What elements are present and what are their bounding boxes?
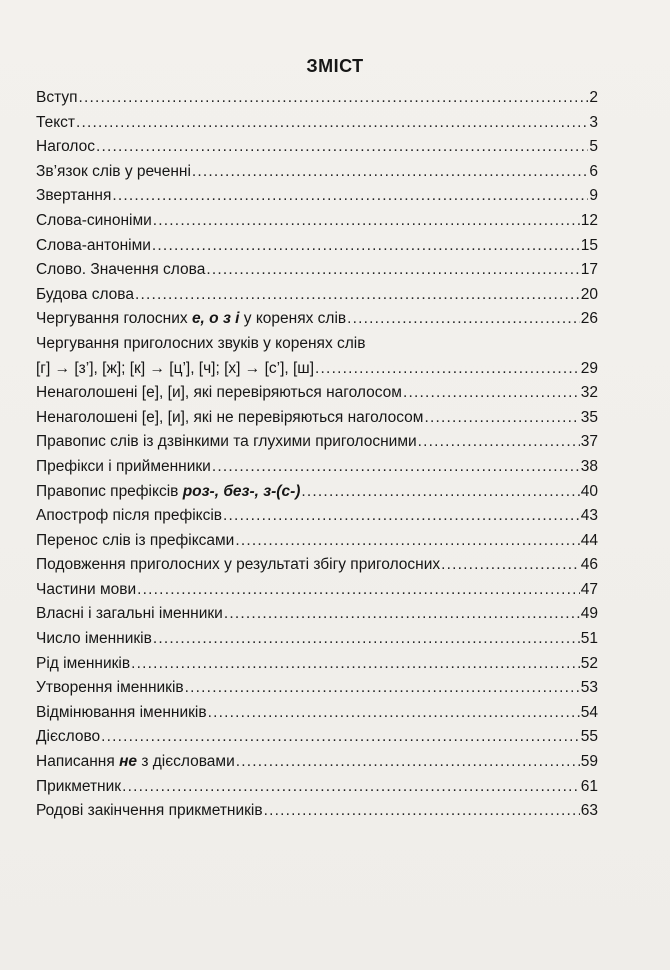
toc-entry[interactable] <box>36 406 598 431</box>
toc-entry-title <box>36 160 191 185</box>
toc-entry-title-text: Власні і загальні іменники <box>36 605 223 623</box>
toc-page-number: 52 <box>580 654 598 672</box>
dot-leader <box>315 357 580 382</box>
toc-entry[interactable] <box>36 799 598 824</box>
toc-page-number: 5 <box>589 138 598 156</box>
toc-entry-title-text: Текст <box>36 113 76 131</box>
dot-leader <box>185 676 580 701</box>
toc-entry-title-text: Наголос <box>36 138 95 156</box>
toc-entry[interactable] <box>36 209 598 234</box>
toc-entry-title-text: Зв’язок слів у реченні <box>36 162 191 180</box>
toc-entry-title-text: Відмінювання іменників <box>36 703 207 721</box>
dot-leader <box>135 283 580 308</box>
toc-entry-title <box>36 775 121 800</box>
dot-leader <box>112 184 588 209</box>
toc-entry-emphasis: роз-, без-, з-(с-) <box>182 482 301 500</box>
toc-page-number: 15 <box>580 236 598 254</box>
toc-page-number: 17 <box>580 261 598 279</box>
toc-page-number: 9 <box>589 187 598 205</box>
toc-entry[interactable] <box>36 258 598 283</box>
toc-entry-title-line2 <box>36 357 598 382</box>
dot-leader <box>418 430 580 455</box>
toc-page-number: 3 <box>589 113 598 131</box>
dot-leader <box>235 529 579 554</box>
toc-entry-title-text: Ненаголошені [е], [и], які перевіряються наголосом <box>36 384 402 402</box>
toc-entry-title <box>36 307 346 332</box>
dot-leader <box>96 135 588 160</box>
toc-entry-title-suffix: у коренях слів <box>239 310 347 328</box>
toc-entry-title <box>36 135 95 160</box>
dot-leader <box>152 234 580 259</box>
toc-entry-title <box>36 799 263 824</box>
toc-page-number: 40 <box>580 482 598 500</box>
toc-entry[interactable] <box>36 381 598 406</box>
dot-leader <box>122 775 580 800</box>
toc-page-number: 20 <box>580 285 598 303</box>
toc-page-number: 37 <box>580 433 598 451</box>
toc-entry-title <box>36 553 440 578</box>
dot-leader <box>212 455 580 480</box>
toc-entry[interactable] <box>36 627 598 652</box>
dot-leader <box>441 553 580 578</box>
dot-leader <box>264 799 580 824</box>
toc-page-number: 2 <box>589 89 598 106</box>
toc-page-number: 26 <box>580 310 598 328</box>
toc-page-number: 51 <box>580 630 598 648</box>
dot-leader <box>208 701 580 726</box>
toc-entry[interactable] <box>36 455 598 480</box>
toc-page-number: 32 <box>580 384 598 402</box>
toc-entry-title-suffix: з дієсловами <box>137 753 235 771</box>
toc-entry-title-text: Чергування голосних <box>36 310 192 328</box>
toc-entry-title <box>36 602 223 627</box>
toc-entry-title-text: Слова-синоніми <box>36 211 152 229</box>
toc-entry-title <box>36 455 211 480</box>
toc-page-number: 46 <box>580 556 598 574</box>
toc-entry[interactable] <box>36 553 598 578</box>
dot-leader <box>131 652 580 677</box>
toc-entry[interactable] <box>36 775 598 800</box>
dot-leader <box>137 578 580 603</box>
toc-entry-title-text: Слова-антоніми <box>36 236 151 254</box>
toc-entry-title-continuation: [г] → [з’], [ж]; [к] → [ц’], [ч]; [х] → [с’], [ш] <box>36 359 315 377</box>
toc-entry[interactable] <box>36 701 598 726</box>
toc-entry-title-text: Префікси і прийменники <box>36 457 211 475</box>
toc-page-number: 43 <box>580 507 598 525</box>
toc-entry[interactable] <box>36 160 598 185</box>
toc-entry-title-text: Рід іменників <box>36 654 131 672</box>
toc-page-number: 38 <box>580 457 598 475</box>
toc-entry-title <box>36 578 136 603</box>
dot-leader <box>153 627 580 652</box>
toc-entry-emphasis: не <box>119 753 138 771</box>
toc-entry-title-text: Будова слова <box>36 285 134 303</box>
toc-page-number: 54 <box>580 703 598 721</box>
dot-leader <box>79 86 589 111</box>
toc-entry-title <box>36 701 207 726</box>
toc-page-number: 53 <box>580 679 598 697</box>
dot-leader <box>206 258 579 283</box>
table-of-contents <box>36 86 598 824</box>
toc-entry-title <box>36 676 184 701</box>
dot-leader <box>101 725 580 750</box>
toc-entry[interactable] <box>36 430 598 455</box>
toc-entry-title-text: Родові закінчення прикметників <box>36 802 263 820</box>
toc-entry[interactable] <box>36 111 598 136</box>
toc-entry[interactable] <box>36 135 598 160</box>
dot-leader <box>347 307 580 332</box>
toc-page-number: 63 <box>580 802 598 820</box>
toc-entry-title <box>36 258 205 283</box>
toc-entry-title <box>36 430 417 455</box>
toc-entry-title-text: Апостроф після префіксів <box>36 507 223 525</box>
toc-entry[interactable] <box>36 234 598 259</box>
toc-entry-title-text: Правопис префіксів <box>36 482 183 500</box>
toc-entry[interactable] <box>36 578 598 603</box>
toc-entry-title <box>36 480 300 505</box>
toc-entry[interactable] <box>36 602 598 627</box>
toc-entry-title <box>36 652 130 677</box>
toc-entry[interactable] <box>36 86 598 111</box>
toc-entry-title-text: Звертання <box>36 187 112 205</box>
toc-entry[interactable] <box>36 283 598 308</box>
toc-entry-title-text: Частини мови <box>36 580 137 598</box>
toc-entry-title <box>36 111 75 136</box>
dot-leader <box>192 160 588 185</box>
dot-leader <box>153 209 580 234</box>
toc-page-number: 12 <box>580 211 598 229</box>
dot-leader <box>424 406 579 431</box>
toc-entry-title <box>36 209 152 234</box>
toc-entry-title <box>36 406 423 431</box>
toc-entry[interactable] <box>36 725 598 750</box>
toc-entry-title-text: Ненаголошені [е], [и], які не перевіряються наголосом <box>36 408 424 426</box>
toc-entry-title <box>36 504 222 529</box>
toc-entry-title-text: Слово. Значення слова <box>36 261 206 279</box>
toc-entry-title <box>36 750 235 775</box>
toc-entry-title-text: Вступ <box>36 89 78 106</box>
toc-entry[interactable] <box>36 504 598 529</box>
toc-page-number: 29 <box>580 359 598 377</box>
toc-page-number: 44 <box>580 531 598 549</box>
toc-entry-title <box>36 234 151 259</box>
toc-entry-title-text: Перенос слів із префіксами <box>36 531 235 549</box>
toc-entry[interactable] <box>36 750 598 775</box>
toc-page-number: 47 <box>580 580 598 598</box>
toc-page-number: 59 <box>580 753 598 771</box>
toc-page-number: 35 <box>580 408 598 426</box>
toc-entry[interactable] <box>36 184 598 209</box>
toc-entry-title <box>36 184 111 209</box>
toc-page-number: 61 <box>580 777 598 795</box>
toc-entry[interactable] <box>36 529 598 554</box>
toc-entry-emphasis: е, о з і <box>191 310 240 328</box>
toc-entry-title <box>36 381 402 406</box>
dot-leader <box>403 381 580 406</box>
toc-entry[interactable] <box>36 332 598 381</box>
toc-entry-title-text: Правопис слів із дзвінкими та глухими приголосними <box>36 433 417 451</box>
toc-entry[interactable] <box>36 307 598 332</box>
toc-page-number: 55 <box>580 728 598 746</box>
dot-leader <box>76 111 588 136</box>
toc-entry-title <box>36 529 234 554</box>
toc-entry[interactable] <box>36 480 598 505</box>
toc-entry-title: Чергування приголосних звуків у коренях слів <box>36 334 366 352</box>
toc-entry[interactable] <box>36 652 598 677</box>
toc-entry-title <box>36 283 134 308</box>
toc-page-number: 6 <box>589 162 598 180</box>
dot-leader <box>301 480 579 505</box>
toc-entry[interactable] <box>36 676 598 701</box>
dot-leader <box>223 504 580 529</box>
toc-entry-title-text: Подовження приголосних у результаті збігу приголосних <box>36 556 441 574</box>
toc-entry-title <box>36 627 152 652</box>
toc-page-number: 49 <box>580 605 598 623</box>
page-title: ЗМІСТ <box>306 56 364 76</box>
toc-entry-title <box>36 725 100 750</box>
dot-leader <box>224 602 580 627</box>
toc-entry-title-text: Написання <box>36 753 120 771</box>
toc-entry-title-text: Число іменників <box>36 630 152 648</box>
toc-entry-title <box>36 86 78 111</box>
dot-leader <box>236 750 580 775</box>
toc-entry-title-text: Прикметник <box>36 777 122 795</box>
toc-entry-title-text: Дієслово <box>36 728 101 746</box>
toc-entry-title-text: Утворення іменників <box>36 679 184 697</box>
